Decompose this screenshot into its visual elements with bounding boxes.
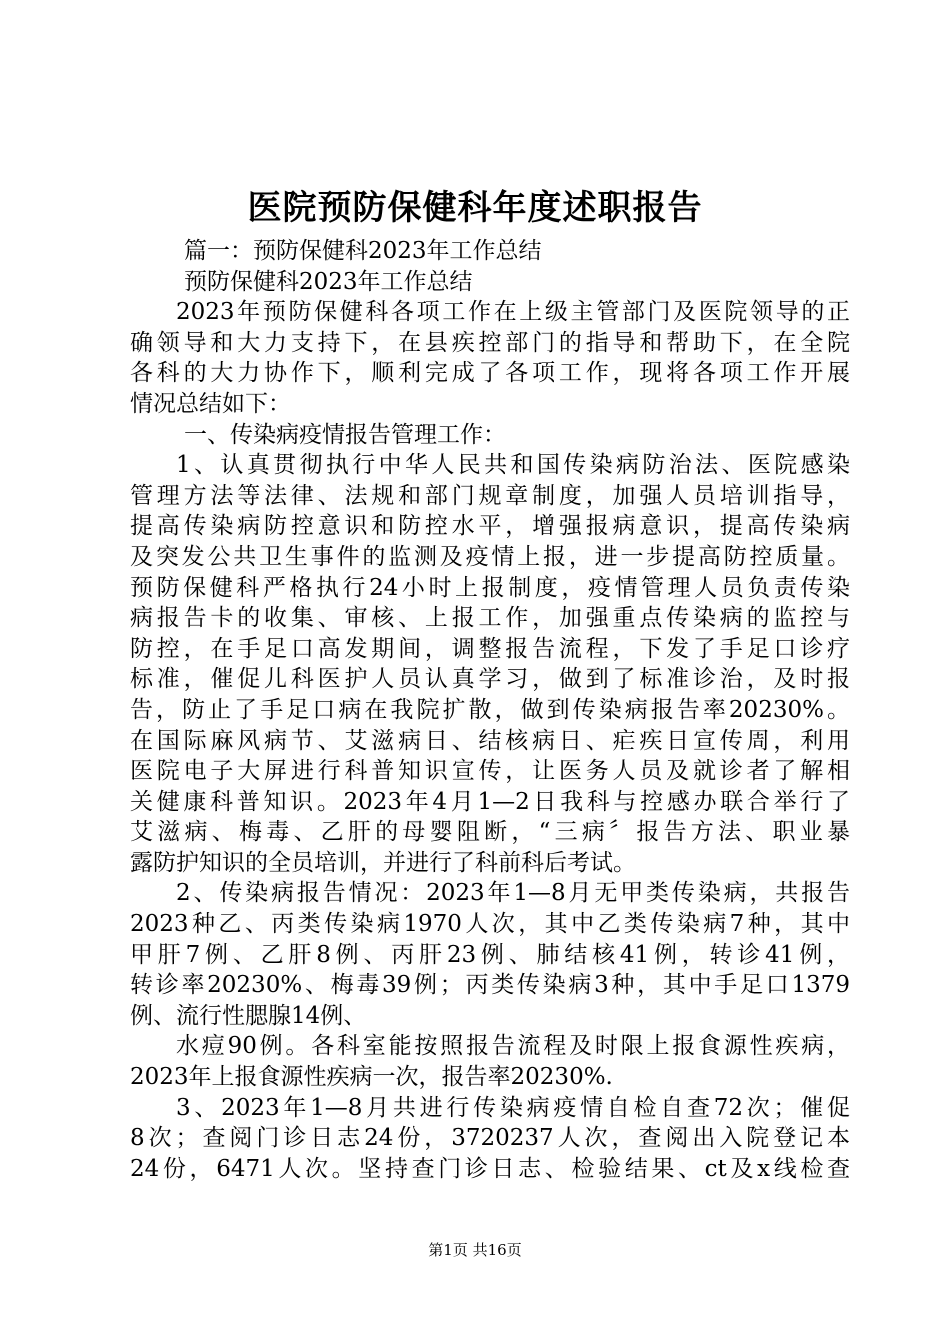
paragraph-line: 防控，在手足口高发期间，调整报告流程，下发了手足口诊疗 (130, 635, 850, 662)
paragraph-line: 露防护知识的全员培训，并进行了科前科后考试。 (130, 849, 636, 876)
paragraph-line: 提高传染病防控意识和防控水平，增强报病意识，提高传染病 (130, 513, 850, 540)
paragraph-line: 3、2023年1—8月共进行传染病疫情自检自查72次；催促 (176, 1094, 850, 1121)
paragraph-line: 各科的大力协作下，顺利完成了各项工作，现将各项工作开展 (130, 360, 850, 387)
paragraph-line: 2、传染病报告情况：2023年1—8月无甲类传染病，共报告 (176, 880, 850, 907)
paragraph-line: 2023年上报食源性疾病一次，报告率20230%. (130, 1064, 613, 1091)
page-footer: 第1页 共16页 (428, 1241, 522, 1259)
paragraph-line: 转诊率20230%、梅毒39例；丙类传染病3种，其中手足口1379 (130, 972, 850, 999)
subtitle-line: 预防保健科2023年工作总结 (184, 268, 473, 295)
paragraph-line: 确领导和大力支持下，在县疾控部门的指导和帮助下，在全院 (130, 329, 850, 356)
paragraph-line: 艾滋病、梅毒、乙肝的母婴阻断，“三病〞报告方法、职业暴 (130, 819, 850, 846)
paragraph-line: 8次；查阅门诊日志24份，3720237人次，查阅出入院登记本 (130, 1125, 850, 1152)
paragraph-line: 情况总结如下： (130, 390, 291, 417)
paragraph-line: 病报告卡的收集、审核、上报工作，加强重点传染病的监控与 (130, 605, 850, 632)
paragraph-line: 关健康科普知识。2023年4月1—2日我科与控感办联合举行了 (130, 788, 850, 815)
paragraph-line: 管理方法等法律、法规和部门规章制度，加强人员培训指导， (130, 482, 850, 509)
paragraph-line: 例、流行性腮腺14例、 (130, 1002, 367, 1029)
paragraph-line: 水痘90例。各科室能按照报告流程及时限上报食源性疾病， (176, 1033, 850, 1060)
document-body (130, 236, 850, 1184)
paragraph-line: 24份，6471人次。坚持查门诊日志、检验结果、ct及x线检查 (130, 1155, 850, 1182)
paragraph-line: 及突发公共卫生事件的监测及疫情上报，进一步提高防控质量。 (130, 543, 850, 570)
paragraph-line: 在国际麻风病节、艾滋病日、结核病日、疟疾日宣传周，利用 (130, 727, 850, 754)
subheading-line: 一、传染病疫情报告管理工作： (184, 421, 506, 448)
paragraph-line: 2023种乙、丙类传染病1970人次，其中乙类传染病7种，其中 (130, 911, 850, 938)
paragraph-line: 医院电子大屏进行科普知识宣传，让医务人员及就诊者了解相 (130, 758, 850, 785)
section-heading: 篇一：预防保健科2023年工作总结 (184, 238, 542, 264)
paragraph-line: 预防保健科严格执行24小时上报制度，疫情管理人员负责传染 (130, 574, 850, 601)
paragraph-line: 告，防止了手足口病在我院扩散，做到传染病报告率20230%。 (130, 696, 850, 723)
paragraph-line: 1、认真贯彻执行中华人民共和国传染病防治法、医院感染 (176, 452, 850, 479)
paragraph-line: 甲肝7例、乙肝8例、丙肝23例、肺结核41例，转诊41例， (130, 941, 850, 968)
paragraph-line: 标准，催促儿科医护人员认真学习，做到了标准诊治，及时报 (130, 666, 850, 693)
document-title: 医院预防保健科年度述职报告 (247, 188, 703, 228)
paragraph-line: 2023年预防保健科各项工作在上级主管部门及医院领导的正 (176, 299, 850, 326)
